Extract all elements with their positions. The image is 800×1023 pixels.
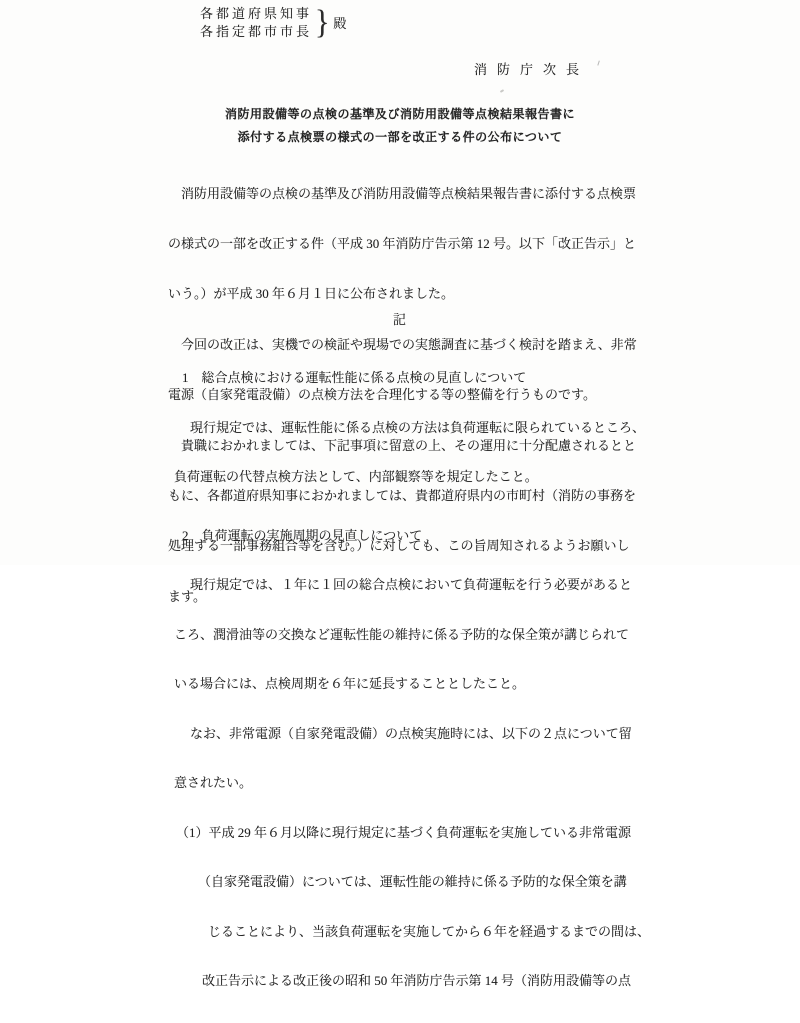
document-title bbox=[0, 103, 800, 149]
document-line: 消防用設備等の点検の基準及び消防用設備等点検結果報告書に添付する点検票 bbox=[168, 185, 637, 201]
notes-list bbox=[168, 337, 650, 1023]
document-line: 現行規定では、１年に１回の総合点検において負荷運転を行う必要があると bbox=[190, 577, 633, 592]
addressee-block bbox=[200, 5, 346, 40]
addressee-lines bbox=[200, 5, 312, 40]
addressee-line-mayors: 各指定都市市長 bbox=[200, 23, 313, 39]
document-title-line: 添付する点検票の様式の一部を改正する件の公布について bbox=[237, 130, 563, 144]
document-line: もに、各都道府県知事におかれましては、貴都道府県内の市町村（消防の事務を bbox=[168, 487, 637, 503]
ki-marker: 記 bbox=[392, 312, 407, 327]
document-line: ころ、潤滑油等の交換など運転性能の維持に係る予防的な保全策が講じられて bbox=[174, 626, 630, 642]
list-item-1-heading: 1 総合点検における運転性能に係る点検の見直しについて bbox=[182, 370, 527, 385]
honorific-dono: 殿 bbox=[333, 16, 347, 31]
document-line: 改正告示による改正後の昭和 50 年消防庁告示第 14 号（消防用設備等の点 bbox=[202, 973, 632, 988]
document-line: いる場合には、点検周期を６年に延長することとしたこと。 bbox=[174, 676, 526, 691]
list-item-2-heading: 2 負荷運転の実施周期の見直しについて bbox=[182, 527, 423, 543]
document-line: 電源（自家発電設備）の点検方法を合理化する等の整備を行うものです。 bbox=[168, 387, 596, 403]
document-line: 今回の改正は、実機での検証や現場での実態調査に基づく検討を踏まえ、非常 bbox=[168, 336, 637, 352]
brace-glyph: } bbox=[314, 3, 330, 41]
sender-title: 消防庁次長 bbox=[474, 62, 590, 77]
addressee-line-governors: 各都道府県知事 bbox=[200, 6, 313, 21]
scan-speck bbox=[500, 89, 504, 93]
document-title-line: 消防用設備等の点検の基準及び消防用設備等点検結果報告書に bbox=[224, 107, 575, 121]
document-line: 現行規定では、運転性能に係る点検の方法は負荷運転に限られているところ、 bbox=[190, 419, 646, 435]
document-line: いう。）が平成 30 年６月１日に公布されました。 bbox=[168, 286, 455, 302]
seal-scan-artifact bbox=[597, 61, 602, 67]
document-line: ます。 bbox=[168, 588, 206, 604]
document-line: の様式の一部を改正する件（平成 30 年消防庁告示第 12 号。以下「改正告示」と bbox=[168, 235, 637, 251]
document-line: （自家発電設備）については、運転性能の維持に係る予防的な保全策を講 bbox=[198, 874, 627, 889]
document-line: 負荷運転の代替点検方法として、内部観察等を規定したこと。 bbox=[174, 469, 538, 484]
document-line: 処理する一部事務組合等を含む。）に対しても、この旨周知されるようお願いし bbox=[168, 538, 630, 554]
document-line: なお、非常電源（自家発電設備）の点検実施時には、以下の２点について留 bbox=[190, 725, 632, 741]
document-line: 意されたい。 bbox=[174, 775, 253, 790]
document-line: じることにより、当該負荷運転を実施してから６年を経過するまでの間は、 bbox=[208, 923, 651, 939]
sub-item-1-line: （1）平成 29 年６月以降に現行規定に基づく負荷運転を実施している非常電源 bbox=[176, 824, 632, 840]
document-line: 貴職におかれましては、下記事項に留意の上、その運用に十分配慮されるとと bbox=[168, 437, 637, 453]
